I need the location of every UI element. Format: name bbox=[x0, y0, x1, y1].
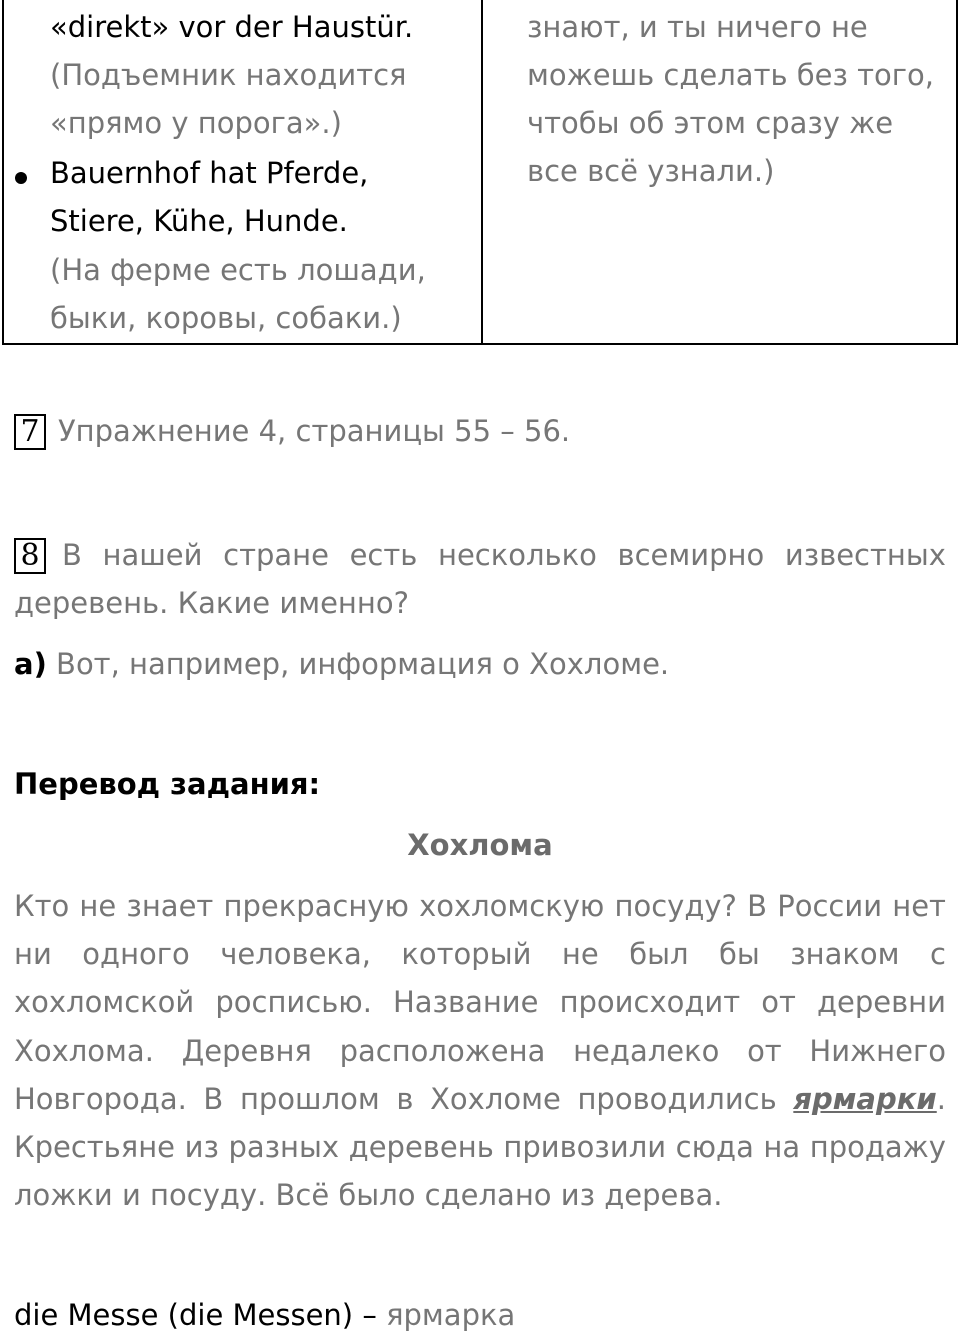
translation-word: нет bbox=[892, 889, 946, 923]
bullet-icon bbox=[15, 172, 27, 184]
table-column-divider bbox=[481, 0, 483, 343]
translation-word: от bbox=[747, 1034, 782, 1068]
translation-word: который bbox=[401, 937, 532, 971]
right-cell-line-1: знают, и ты ничего не bbox=[527, 10, 868, 44]
exercise-8-word: нашей bbox=[102, 538, 203, 572]
translation-word: знаком bbox=[790, 937, 900, 971]
vocab-term: die Messe (die Messen) – bbox=[14, 1298, 377, 1332]
exercise-8-text-line-1 bbox=[62, 531, 946, 579]
translation-line-6 bbox=[14, 1123, 946, 1171]
exercise-8-word: В bbox=[62, 538, 82, 572]
translation-word: не bbox=[79, 889, 117, 923]
exercise-8-word: стране bbox=[223, 538, 329, 572]
exercise-7-text: Упражнение 4, страницы 55 – 56. bbox=[58, 414, 571, 448]
translation-line-5 bbox=[14, 1075, 946, 1123]
vocab-translation: ярмарка bbox=[386, 1298, 516, 1332]
right-cell-line-4: все всё узнали.) bbox=[527, 154, 775, 188]
left-cell-line-7: быки, коровы, собаки.) bbox=[50, 301, 402, 335]
translation-word: с bbox=[930, 937, 946, 971]
exercise-8-word: несколько bbox=[437, 538, 597, 572]
translation-word: Нижнего bbox=[809, 1034, 946, 1068]
translation-word: России bbox=[777, 889, 883, 923]
translation-word: в bbox=[396, 1082, 414, 1116]
item-a-label: а) bbox=[14, 647, 47, 681]
translation-word: продажу bbox=[809, 1130, 946, 1164]
exercise-8-item-a bbox=[14, 640, 669, 688]
left-cell-line-2: (Подъемник находится bbox=[50, 58, 407, 92]
translation-word: росписью. bbox=[215, 985, 372, 1019]
exercise-8-word: известных bbox=[784, 538, 946, 572]
translation-word: разных bbox=[228, 1130, 340, 1164]
translation-word: бы bbox=[719, 937, 760, 971]
translation-word: человека, bbox=[220, 937, 371, 971]
translation-line-1 bbox=[14, 882, 946, 930]
left-cell-line-5: Stiere, Kühe, Hunde. bbox=[50, 204, 348, 238]
translation-word: хохломскую bbox=[419, 889, 605, 923]
vocab-entry bbox=[14, 1291, 515, 1339]
translation-word: прекрасную bbox=[223, 889, 409, 923]
right-cell-line-2: можешь сделать без того, bbox=[527, 58, 934, 92]
translation-word: из bbox=[184, 1130, 219, 1164]
left-cell-line-1: «direkt» vor der Haustür. bbox=[50, 10, 414, 44]
translation-word: Хохломе bbox=[430, 1082, 561, 1116]
translation-word: на bbox=[763, 1130, 801, 1164]
translation-word: Кто bbox=[14, 889, 70, 923]
translation-word: посуду? bbox=[614, 889, 737, 923]
translation-word: Новгорода. bbox=[14, 1082, 187, 1116]
exercise-8-text-line-2: деревень. Какие именно? bbox=[14, 586, 409, 620]
exercise-8-word: есть bbox=[349, 538, 418, 572]
translation-word: В bbox=[747, 889, 768, 923]
translation-word: ни bbox=[14, 937, 52, 971]
translation-word: Хохлома. bbox=[14, 1034, 154, 1068]
translation-word: привозили bbox=[503, 1130, 667, 1164]
translation-word: В bbox=[203, 1082, 224, 1116]
translation-heading: Перевод задания: bbox=[14, 767, 321, 801]
translation-word: деревни bbox=[816, 985, 946, 1019]
translation-line-2 bbox=[14, 930, 946, 978]
translation-word: Название bbox=[392, 985, 539, 1019]
translation-line-4 bbox=[14, 1027, 946, 1075]
translation-word: происходит bbox=[559, 985, 741, 1019]
exercise-7-number-box: 7 bbox=[14, 414, 46, 450]
translation-word: деревень bbox=[348, 1130, 494, 1164]
translation-word: был bbox=[629, 937, 689, 971]
translation-word: не bbox=[561, 937, 599, 971]
translation-word: сюда bbox=[675, 1130, 754, 1164]
translation-word: Деревня bbox=[181, 1034, 312, 1068]
translation-word: недалеко bbox=[573, 1034, 720, 1068]
translation-word: Крестьяне bbox=[14, 1130, 176, 1164]
left-cell-line-3: «прямо у порога».) bbox=[50, 106, 342, 140]
translation-word: прошлом bbox=[239, 1082, 380, 1116]
exercise-8-number-box: 8 bbox=[14, 538, 46, 574]
highlight-word: ярмарки bbox=[793, 1082, 937, 1116]
left-cell-line-4: Bauernhof hat Pferde, bbox=[50, 156, 369, 190]
translation-word: одного bbox=[82, 937, 190, 971]
translation-word: расположена bbox=[339, 1034, 546, 1068]
highlight-term bbox=[793, 1075, 946, 1123]
highlight-punctuation: . bbox=[936, 1082, 946, 1116]
translation-word: проводились bbox=[577, 1082, 777, 1116]
translation-title: Хохлома bbox=[407, 828, 553, 862]
exercise-8-word: всемирно bbox=[617, 538, 765, 572]
left-cell-line-6: (На ферме есть лошади, bbox=[50, 253, 426, 287]
right-cell-line-3: чтобы об этом сразу же bbox=[527, 106, 894, 140]
translation-line-7: ложки и посуду. Всё было сделано из дерева. bbox=[14, 1178, 723, 1212]
translation-word: знает bbox=[126, 889, 214, 923]
translation-line-3 bbox=[14, 978, 946, 1026]
translation-word: от bbox=[761, 985, 796, 1019]
translation-word: хохломской bbox=[14, 985, 195, 1019]
item-a-text: Вот, например, информация о Хохломе. bbox=[56, 647, 670, 681]
